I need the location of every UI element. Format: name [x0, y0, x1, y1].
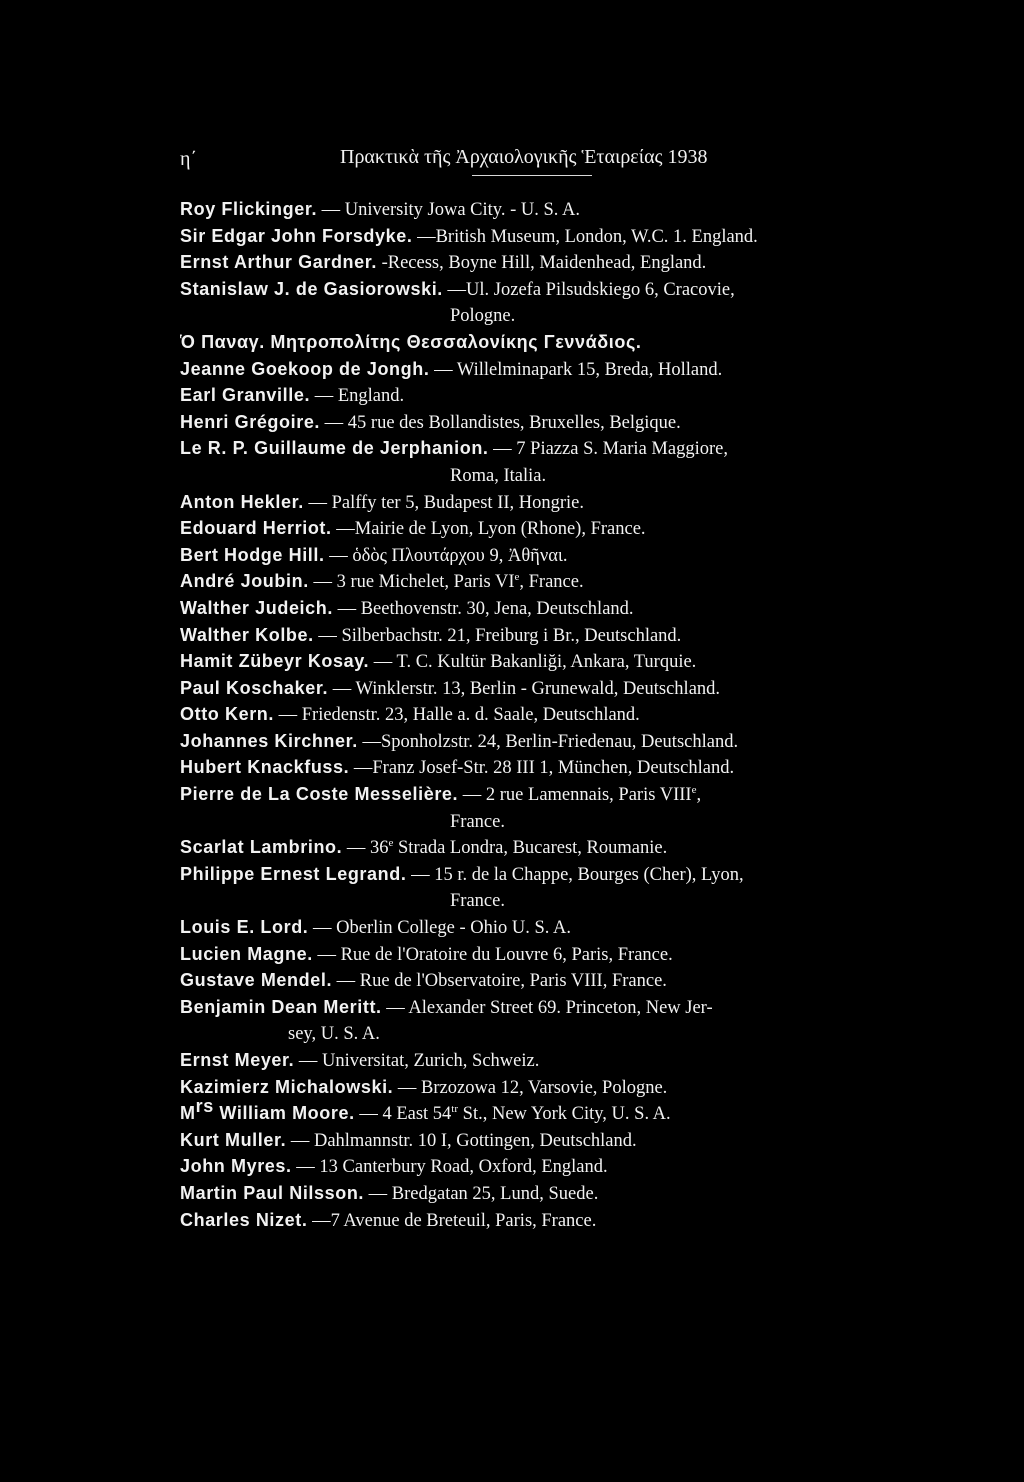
member-name: Jeanne Goekoop de Jongh. [180, 358, 430, 379]
member-name: Martin Paul Nilsson. [180, 1182, 365, 1203]
member-name: Kurt Muller. [180, 1129, 287, 1150]
list-item [180, 329, 910, 356]
member-address-continuation: Pologne. [450, 306, 516, 327]
member-address-continuation: France. [450, 891, 505, 912]
member-name: Paul Koschaker. [180, 677, 329, 698]
list-item [180, 967, 910, 994]
member-name: M [180, 1103, 196, 1124]
member-address: — ὁδὸς Πλουτάρχου 9, Ἀθῆναι. [329, 545, 568, 566]
list-item [180, 728, 910, 755]
list-item [180, 994, 910, 1047]
member-address: — T. C. Kultür Bakanliği, Ankara, Turquie. [373, 652, 697, 673]
list-item [180, 941, 910, 968]
member-address: —7 Avenue de Breteuil, Paris, France. [312, 1210, 597, 1231]
member-address: — 36 [346, 838, 389, 859]
member-address: — 3 rue Michelet, Paris VI [313, 572, 515, 593]
member-name: Louis E. Lord. [180, 917, 309, 938]
list-item [180, 223, 910, 250]
member-address: —Mairie de Lyon, Lyon (Rhone), France. [336, 519, 646, 540]
member-address: —British Museum, London, W.C. 1. England. [417, 226, 758, 247]
list-item [180, 1047, 910, 1074]
list-item [180, 1127, 910, 1154]
address-superscript: e [514, 571, 520, 584]
member-address-continuation: France. [450, 811, 505, 832]
member-address: — 4 East 54 [359, 1104, 452, 1125]
member-name: Anton Hekler. [180, 491, 304, 512]
list-item [180, 622, 910, 649]
member-name: Otto Kern. [180, 704, 274, 725]
member-name: Walther Judeich. [180, 597, 333, 618]
member-name: Lucien Magne. [180, 943, 313, 964]
list-item [180, 861, 910, 914]
member-name: Earl Granville. [180, 385, 311, 406]
list-item [180, 515, 910, 542]
list-item [180, 249, 910, 276]
member-name: André Joubin. [180, 571, 309, 592]
list-item [180, 781, 910, 834]
member-name: Stanislaw J. de Gasiorowski. [180, 278, 443, 299]
member-name: Pierre de La Coste Messelière. [180, 784, 459, 805]
member-name: Kazimierz Michalowski. [180, 1076, 394, 1097]
member-name: Ernst Arthur Gardner. [180, 252, 377, 273]
member-address: — Bredgatan 25, Lund, Suede. [368, 1183, 599, 1204]
member-name: Ὁ Παναγ. Μητροπολίτης Θεσσαλονίκης Γεννάδιος. [180, 331, 642, 352]
member-address: — 15 r. de la Chappe, Bourges (Cher), Lyon, [411, 864, 744, 885]
member-address: — Dahlmannstr. 10 I, Gottingen, Deutschland. [290, 1130, 637, 1151]
member-address: — Rue de l'Observatoire, Paris VIII, France. [336, 971, 667, 992]
list-item [180, 568, 910, 595]
list-item [180, 409, 910, 436]
list-item [180, 1180, 910, 1207]
list-item [180, 648, 910, 675]
member-name: Le R. P. Guillaume de Jerphanion. [180, 438, 489, 459]
running-title: Πρακτικὰ τῆς Ἀρχαιολογικῆς Ἑταιρείας 1938 [340, 146, 708, 168]
list-item [180, 356, 910, 383]
member-address: — Friedenstr. 23, Halle a. d. Saale, Deutschland. [278, 705, 640, 726]
member-address: — Oberlin College - Ohio U. S. A. [313, 918, 571, 939]
member-name: Benjamin Dean Meritt. [180, 996, 382, 1017]
member-address: — Palffy ter 5, Budapest II, Hongrie. [308, 492, 585, 513]
member-name: Walther Kolbe. [180, 624, 314, 645]
member-address: — Willelminapark 15, Breda, Holland. [434, 359, 723, 380]
list-item [180, 1153, 910, 1180]
running-header [180, 144, 900, 176]
member-address-tail: Strada Londra, Bucarest, Roumanie. [393, 838, 668, 859]
list-item [180, 435, 910, 488]
list-item [180, 914, 910, 941]
member-address: — 45 rue des Bollandistes, Bruxelles, Belgique. [324, 412, 681, 433]
member-address-tail: , France. [519, 572, 584, 593]
member-address: — Alexander Street 69. Princeton, New Jer- [386, 997, 713, 1018]
member-name: Sir Edgar John Forsdyke. [180, 225, 413, 246]
member-name: Edouard Herriot. [180, 518, 332, 539]
list-item [180, 276, 910, 329]
member-address: — 13 Canterbury Road, Oxford, England. [296, 1157, 608, 1178]
address-superscript: e [691, 783, 697, 796]
member-name: Roy Flickinger. [180, 199, 318, 219]
list-item [180, 489, 910, 516]
member-name: Bert Hodge Hill. [180, 544, 325, 565]
list-item [180, 196, 910, 223]
address-superscript: e [388, 837, 394, 850]
list-item [180, 595, 910, 622]
member-address-tail: , [696, 785, 702, 806]
member-name-tail: William Moore. [213, 1103, 355, 1124]
member-address: -Recess, Boyne Hill, Maidenhead, England. [381, 253, 707, 274]
member-address: — Universitat, Zurich, Schweiz. [298, 1051, 540, 1071]
member-name: Scarlat Lambrino. [180, 837, 343, 858]
member-address-tail: St., New York City, U. S. A. [458, 1104, 671, 1125]
member-address: —Sponholzstr. 24, Berlin-Friedenau, Deutschland. [362, 731, 739, 752]
member-name: Johannes Kirchner. [180, 730, 358, 751]
list-item [180, 675, 910, 702]
member-name: Hamit Zübeyr Kosay. [180, 651, 370, 672]
list-item [180, 1207, 910, 1234]
member-name: Henri Grégoire. [180, 411, 321, 432]
member-address: — Winklerstr. 13, Berlin - Grunewald, Deutschland. [332, 678, 721, 699]
member-address: — Brzozowa 12, Varsovie, Pologne. [397, 1077, 668, 1098]
address-superscript: tr [451, 1103, 459, 1116]
member-address: — Beethovenstr. 30, Jena, Deutschland. [337, 598, 634, 619]
list-item [180, 382, 910, 409]
list-item [180, 754, 910, 781]
list-item [180, 834, 910, 861]
member-list [180, 196, 910, 1233]
list-item [180, 1100, 910, 1127]
page-number: η΄ [180, 148, 198, 170]
member-address: — 2 rue Lamennais, Paris VIII [462, 785, 692, 806]
title-underline [472, 175, 592, 176]
member-name: Ernst Meyer. [180, 1050, 295, 1070]
member-address-continuation: sey, U. S. A. [288, 1024, 380, 1045]
member-name: John Myres. [180, 1156, 292, 1177]
name-superscript: rs [195, 1100, 214, 1117]
member-name: Hubert Knackfuss. [180, 757, 350, 778]
member-name: Charles Nizet. [180, 1209, 308, 1230]
member-address: — Rue de l'Oratoire du Louvre 6, Paris, France. [317, 944, 673, 965]
list-item [180, 701, 910, 728]
member-address: — Silberbachstr. 21, Freiburg i Br., Deutschland. [318, 625, 682, 646]
member-address: — University Jowa City. - U. S. A. [321, 200, 580, 220]
list-item [180, 542, 910, 569]
list-item [180, 1074, 910, 1101]
member-name: Gustave Mendel. [180, 970, 333, 991]
member-name: Philippe Ernest Legrand. [180, 863, 407, 884]
member-address: — 7 Piazza S. Maria Maggiore, [493, 439, 728, 460]
member-address: — England. [314, 386, 405, 407]
member-address: —Ul. Jozefa Pilsudskiego 6, Cracovie, [447, 279, 735, 300]
member-address: —Franz Josef-Str. 28 III 1, München, Deutschland. [353, 758, 735, 779]
member-address-continuation: Roma, Italia. [450, 465, 547, 486]
